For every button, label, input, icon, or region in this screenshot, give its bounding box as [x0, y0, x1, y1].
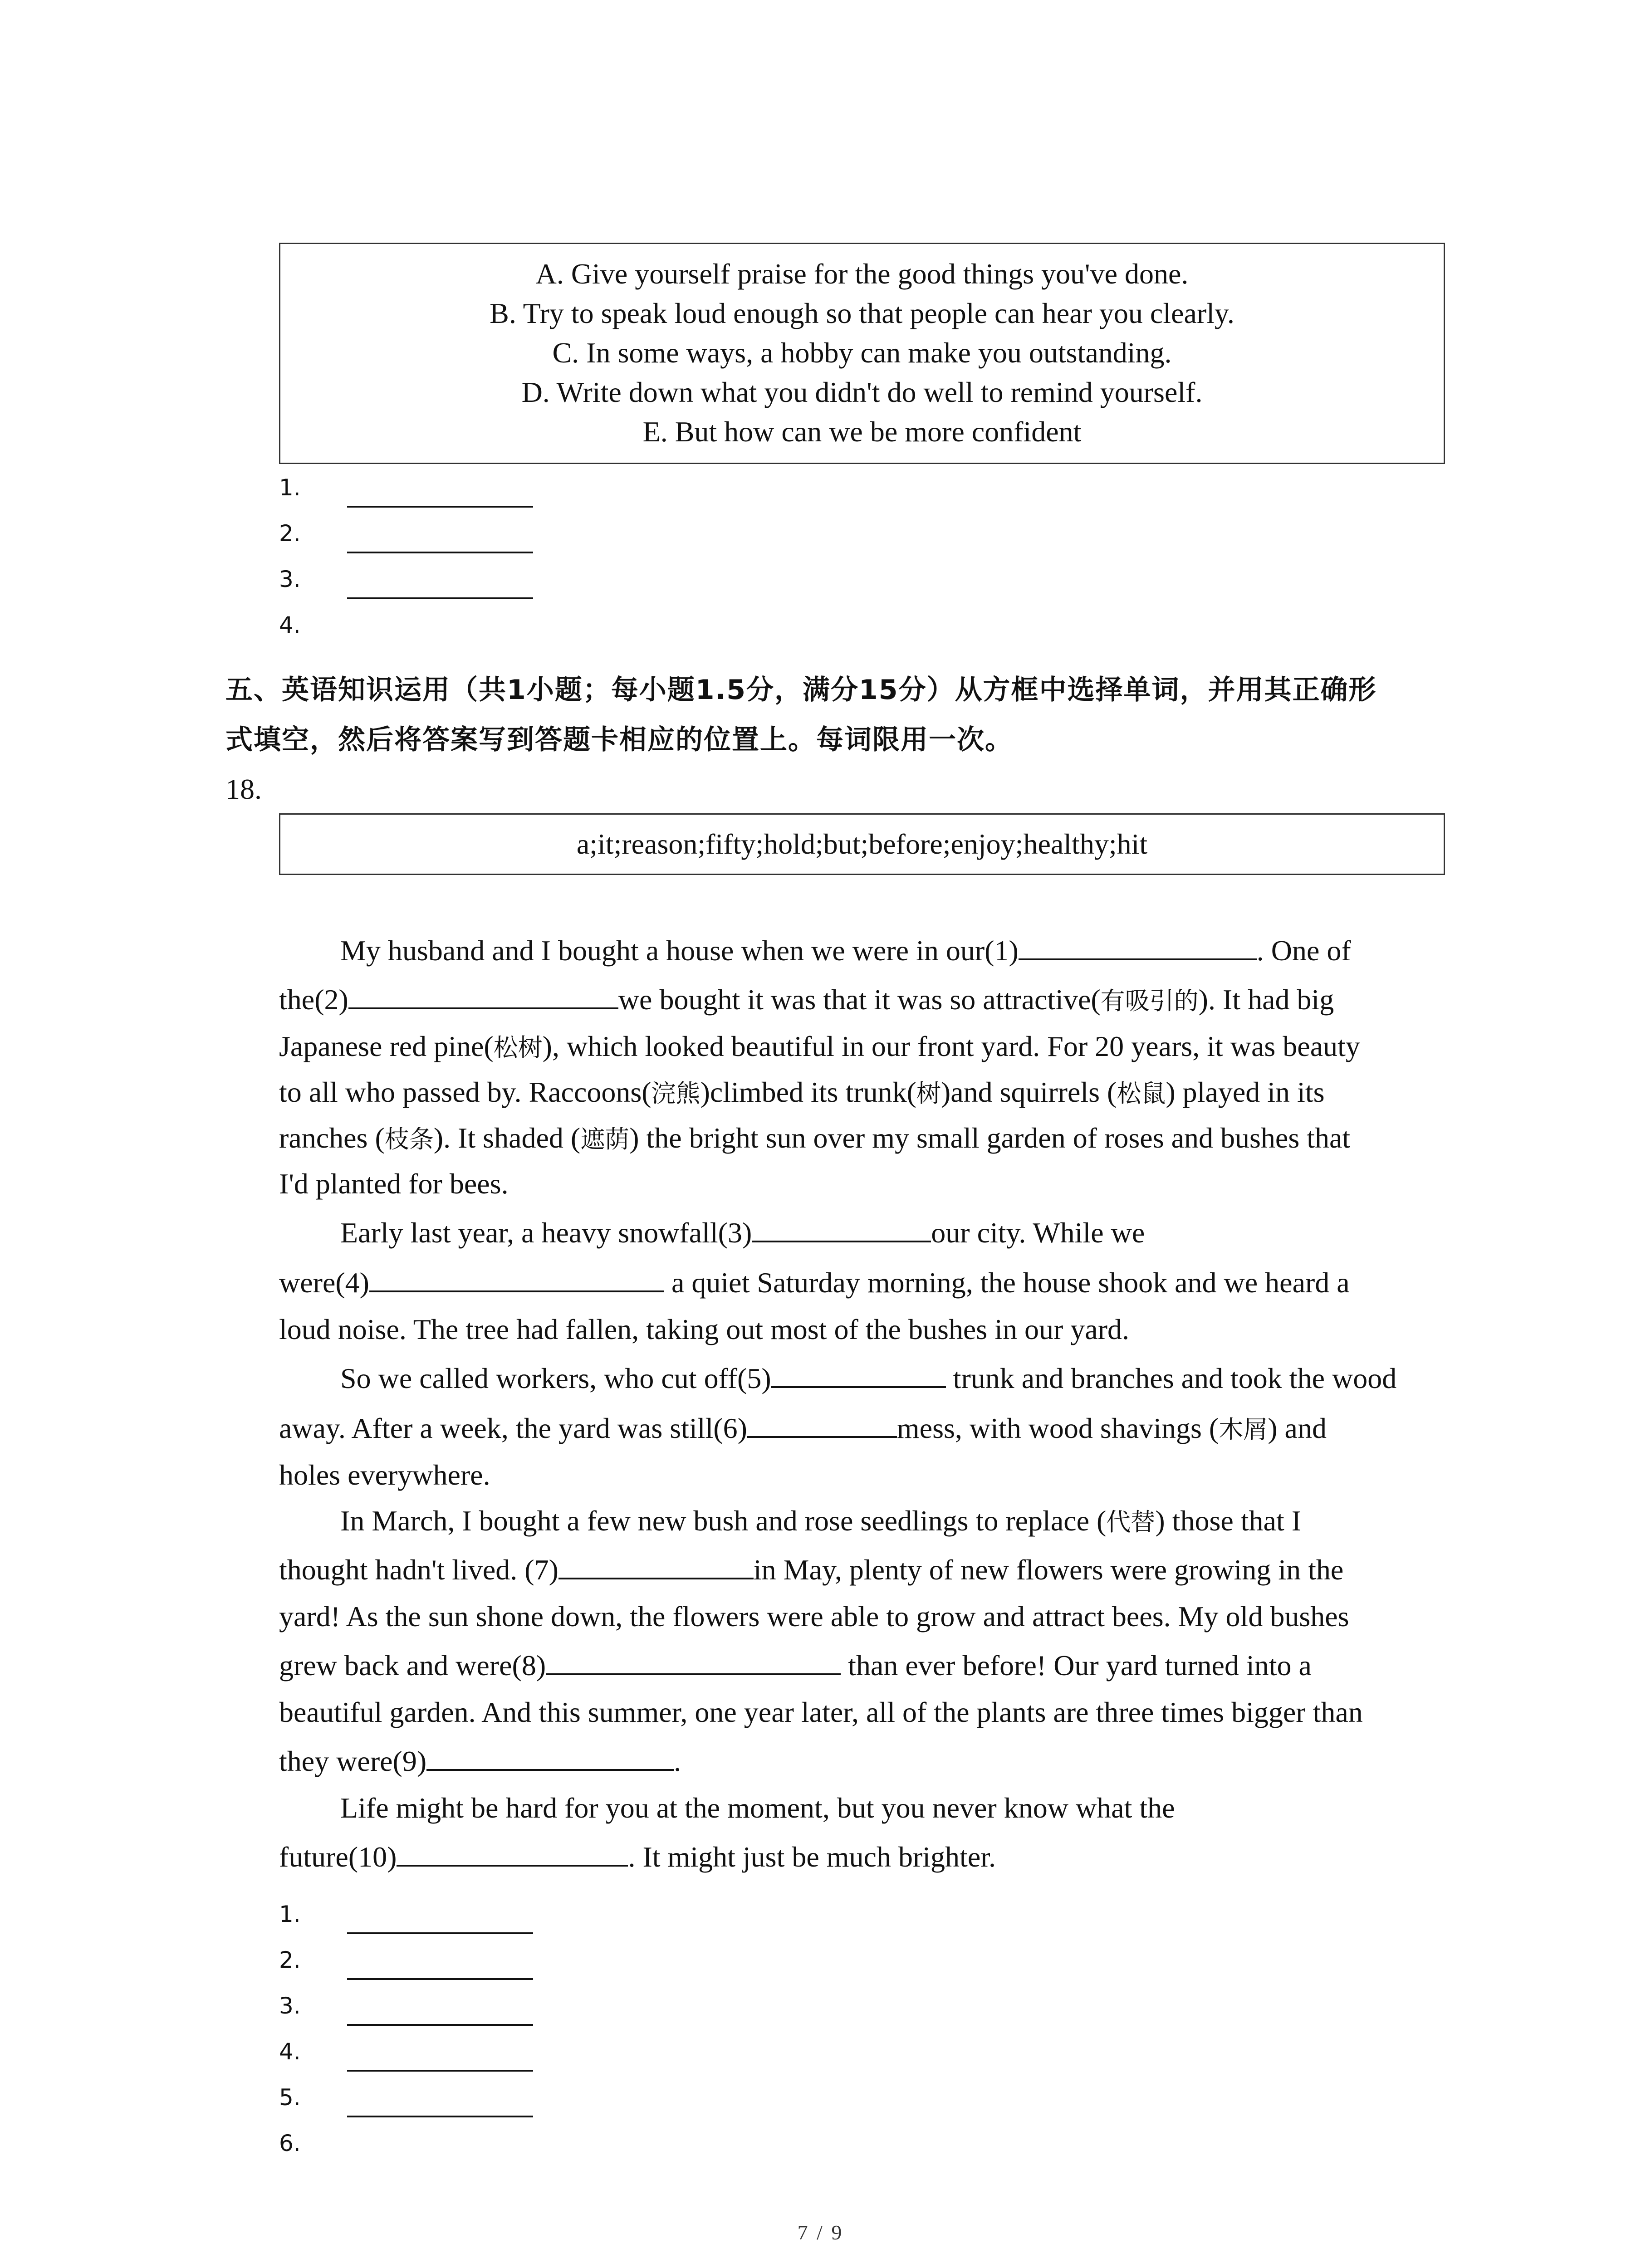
option-e: E. But how can we be more confident — [642, 415, 1082, 448]
option-a: A. Give yourself praise for the good things you've done. — [535, 258, 1189, 290]
answer-blank[interactable] — [347, 597, 533, 599]
passage-text: to all who passed by. Raccoons( — [279, 1076, 652, 1108]
passage-text: the(2) — [279, 983, 348, 1016]
passage-text: Japanese red pine( — [279, 1030, 494, 1062]
answer-number: 1. — [279, 1901, 301, 1927]
answer-number: 2. — [279, 520, 301, 547]
word-box: a;it;reason;fifty;hold;but;before;enjoy;healthy;hit — [279, 813, 1445, 875]
passage-text: )and squirrels ( — [941, 1076, 1117, 1108]
passage-text: than ever before! Our yard turned into a — [841, 1649, 1312, 1681]
passage-text: yard! As the sun shone down, the flowers were able to grow and attract bees. My old bushes — [279, 1600, 1349, 1633]
passage-line — [279, 1352, 1459, 1402]
page-number: 7 / 9 — [797, 2221, 844, 2244]
passage-line — [279, 1161, 1459, 1207]
passage-text: ), which looked beautiful in our front yard. For 20 years, it was beauty — [542, 1030, 1360, 1062]
answer-blank[interactable] — [347, 506, 533, 508]
option-d: D. Write down what you didn't do well to remind yourself. — [521, 376, 1203, 408]
options-box — [279, 243, 1445, 464]
option-b: B. Try to speak loud enough so that people can hear you clearly. — [490, 297, 1234, 329]
passage-text: loud noise. The tree had fallen, taking out most of the bushes in our yard. — [279, 1313, 1129, 1345]
passage-text: In March, I bought a few new bush and rose seedlings to replace ( — [340, 1505, 1107, 1537]
gloss: 浣熊 — [651, 1079, 700, 1108]
answer-blank[interactable] — [347, 2116, 533, 2117]
passage-text: grew back and were(8) — [279, 1649, 546, 1681]
answer-number: 4. — [279, 2038, 301, 2065]
passage-text: thought hadn't lived. (7) — [279, 1554, 558, 1586]
passage-text: they were(9) — [279, 1745, 427, 1777]
passage-text: we bought it was that it was so attractive( — [618, 983, 1101, 1016]
passage-text: ) those that I — [1155, 1505, 1302, 1537]
passage-line — [279, 1069, 1459, 1115]
passage-text: in May, plenty of new flowers were growing in the — [753, 1554, 1344, 1586]
section-heading-line: 五、英语知识运用（共1小题；每小题1.5分，满分15分）从方框中选择单词，并用其正确形 — [225, 674, 1377, 706]
gloss: 木屑 — [1219, 1415, 1268, 1444]
gloss: 松鼠 — [1117, 1079, 1166, 1108]
passage-text: ranches ( — [279, 1122, 385, 1154]
option-c: C. In some ways, a hobby can make you outstanding. — [552, 337, 1172, 369]
fill-blank-6[interactable] — [747, 1409, 897, 1438]
passage-text: ). It had big — [1198, 983, 1334, 1016]
fill-blank-3[interactable] — [752, 1213, 931, 1242]
passage-text: were(4) — [279, 1266, 369, 1299]
passage-text: Early last year, a heavy snowfall(3) — [340, 1217, 752, 1249]
fill-blank-10[interactable] — [397, 1838, 628, 1867]
answer-blank[interactable] — [347, 1932, 533, 1934]
passage-line — [279, 1402, 1459, 1452]
passage-line — [279, 1689, 1459, 1735]
answer-number: 3. — [279, 1993, 301, 2019]
passage-line — [279, 1452, 1459, 1498]
answer-number: 6. — [279, 2130, 301, 2156]
gloss: 枝条 — [384, 1125, 434, 1154]
passage-text: beautiful garden. And this summer, one year later, all of the plants are three times bigger than — [279, 1696, 1363, 1728]
section-heading-line: 式填空，然后将答案写到答题卡相应的位置上。每词限用一次。 — [225, 724, 1013, 756]
passage-text: trunk and branches and took the wood — [945, 1362, 1397, 1394]
question-number: 18. — [225, 773, 262, 805]
passage-text: ). It shaded ( — [433, 1122, 581, 1154]
gloss: 遮荫 — [580, 1125, 630, 1154]
answer-blank[interactable] — [347, 1978, 533, 1980]
answer-number: 5. — [279, 2084, 301, 2111]
fill-blank-1[interactable] — [1019, 931, 1257, 960]
passage-line — [279, 928, 1459, 973]
passage-text: ) and — [1268, 1412, 1327, 1444]
gloss: 松树 — [493, 1033, 543, 1062]
fill-blank-2[interactable] — [348, 980, 618, 1009]
fill-blank-9[interactable] — [426, 1742, 674, 1771]
fill-blank-4[interactable] — [369, 1263, 664, 1292]
gloss: 树 — [916, 1079, 941, 1108]
gloss: 有吸引的 — [1100, 987, 1199, 1015]
answer-blank[interactable] — [347, 2024, 533, 2026]
passage-text: ) played in its — [1166, 1076, 1325, 1108]
passage-line — [279, 1207, 1459, 1256]
answer-blank[interactable] — [347, 2070, 533, 2072]
passage-text: . It might just be much brighter. — [628, 1841, 996, 1873]
passage-text: ) the bright sun over my small garden of roses and bushes that — [629, 1122, 1351, 1154]
answer-blank[interactable] — [347, 552, 533, 553]
answer-number: 4. — [279, 612, 301, 638]
passage-line — [279, 1256, 1459, 1306]
passage-line — [279, 1735, 1459, 1785]
passage-text: . — [674, 1745, 681, 1777]
passage-line — [279, 973, 1459, 1023]
fill-blank-5[interactable] — [771, 1359, 946, 1388]
passage — [279, 928, 1459, 1881]
fill-blank-8[interactable] — [546, 1646, 841, 1675]
section-heading — [225, 665, 1450, 765]
passage-line — [279, 1115, 1459, 1161]
passage-line — [279, 1023, 1459, 1069]
passage-line — [279, 1498, 1459, 1544]
passage-line — [279, 1785, 1459, 1831]
answer-number: 3. — [279, 566, 301, 592]
passage-line — [279, 1831, 1459, 1881]
passage-text: holes everywhere. — [279, 1459, 490, 1491]
passage-text: a quiet Saturday morning, the house shook and we heard a — [664, 1266, 1350, 1299]
passage-text: mess, with wood shavings ( — [896, 1412, 1219, 1444]
passage-text: I'd planted for bees. — [279, 1168, 509, 1200]
passage-text: Life might be hard for you at the moment, but you never know what the — [340, 1792, 1175, 1824]
passage-text: . One of — [1256, 934, 1351, 967]
answer-number: 2. — [279, 1947, 301, 1973]
passage-text: So we called workers, who cut off(5) — [340, 1362, 771, 1394]
passage-text: away. After a week, the yard was still(6) — [279, 1412, 747, 1444]
answer-number: 1. — [279, 474, 301, 501]
passage-text: our city. While we — [931, 1217, 1145, 1249]
gloss: 代替 — [1106, 1508, 1156, 1536]
passage-line — [279, 1306, 1459, 1352]
passage-text: )climbed its trunk( — [700, 1076, 916, 1108]
passage-line — [279, 1544, 1459, 1593]
passage-text: My husband and I bought a house when we were in our(1) — [340, 934, 1019, 967]
passage-line — [279, 1639, 1459, 1689]
fill-blank-7[interactable] — [558, 1550, 754, 1579]
passage-text: future(10) — [279, 1841, 397, 1873]
passage-line — [279, 1593, 1459, 1639]
